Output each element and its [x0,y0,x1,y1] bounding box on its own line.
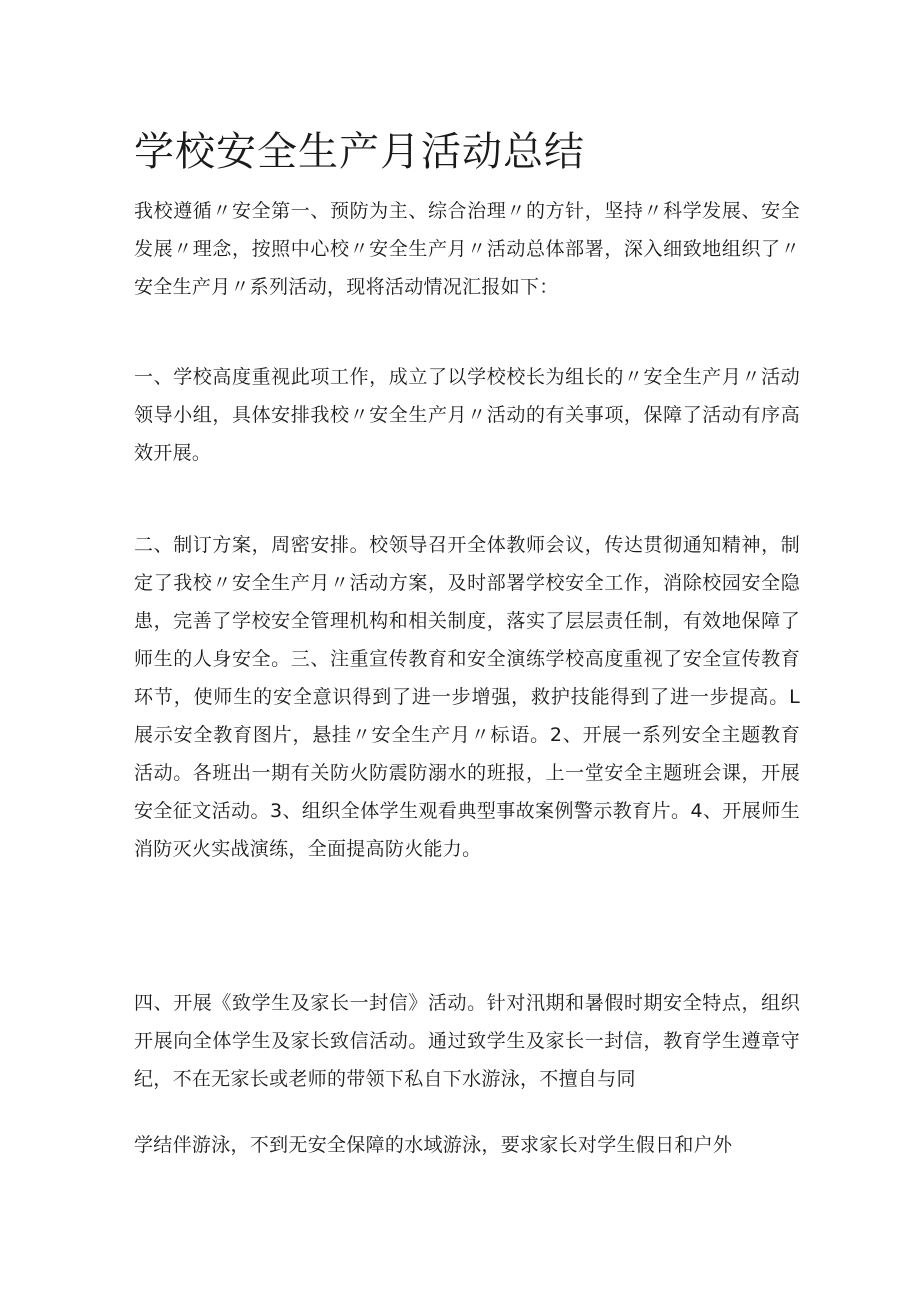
section-4-continuation: 学结伴游泳，不到无安全保障的水域游泳，要求家长对学生假日和户外 [134,1134,733,1156]
document-title: 学校安全生产月活动总结 [134,129,585,175]
section-4-paragraph: 四、开展《致学生及家长一封信》活动。针对汛期和暑假时期安全特点，组织开展向全体学生及家长致信活动。通过致学生及家长一封信，教育学生遵章守纪，不在无家长或老师的带领下私自下水游泳，不擅自与同 [134,992,800,1090]
intro-paragraph: 我校遵循〃安全第一、预防为主、综合治理〃的方针，坚持〃科学发展、安全发展〃理念，按照中心校〃安全生产月〃活动总体部署，深入细致地组织了〃安全生产月〃系列活动，现将活动情况汇报如下： [134,200,800,298]
section-1-paragraph: 一、学校高度重视此项工作，成立了以学校校长为组长的〃安全生产月〃活动领导小组，具体安排我校〃安全生产月〃活动的有关事项，保障了活动有序高效开展。 [134,366,800,464]
section-2-paragraph: 二、制订方案，周密安排。校领导召开全体教师会议，传达贯彻通知精神，制定了我校〃安全生产月〃活动方案，及时部署学校安全工作，消除校园安全隐患，完善了学校安全管理机构和相关制度，落实了层层责任制，有效地保障了师生的人身安全。三、注重宣传教育和安全演练学校高度重视了安全宣传教育环节，使师生的安全意识得到了进一步增强，救护技能得到了进一步提高。L展示安全教育图片，悬挂〃安全生产月〃标语。2、开展一系列安全主题教育活动。各班出一期有关防火防震防溺水的班报，上一堂安全主题班会课，开展安全征文活动。3、组织全体学生观看典型事故案例警示教育片。4、开展师生消防灭火实战演练，全面提高防火能力。 [134,534,800,860]
